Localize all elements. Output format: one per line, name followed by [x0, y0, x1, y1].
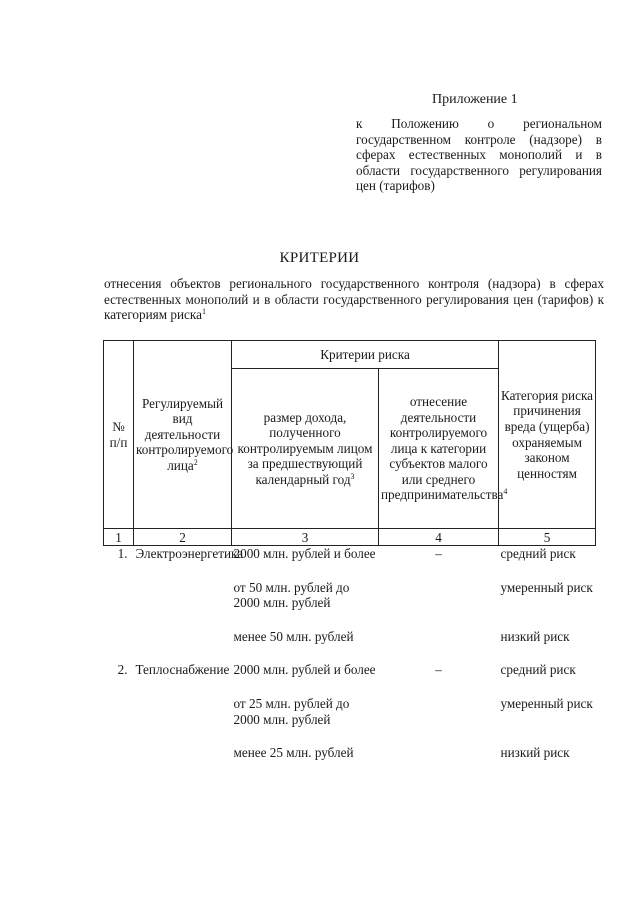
table-row [104, 546, 596, 562]
column-number: 4 [379, 529, 499, 546]
header-income-footnote: 3 [350, 471, 355, 481]
criteria-table [103, 340, 596, 761]
row-activity: Электроэнергетика [135, 546, 244, 561]
header-income [232, 369, 379, 529]
row-sme [379, 629, 499, 645]
appendix-title: Приложение 1 [432, 92, 518, 107]
document-subtitle [104, 276, 604, 323]
header-criteria-group: Критерии риска [232, 341, 499, 369]
row-activity: Теплоснабжение [135, 662, 230, 678]
column-number: 1 [104, 529, 134, 546]
table-row [104, 662, 596, 678]
row-income: менее 25 млн. рублей [233, 745, 354, 761]
row-income: 2000 млн. рублей и более [233, 662, 376, 678]
row-sme [379, 745, 499, 761]
document-heading: КРИТЕРИИ [279, 250, 360, 266]
row-risk: умеренный риск [500, 695, 593, 711]
row-activity [134, 696, 232, 727]
row-activity [134, 580, 232, 611]
header-income-text: размер дохода, полученного контролируемым лицом за предшествующий календарный год [237, 409, 373, 487]
footnote-mark: 1 [201, 307, 206, 317]
row-risk: низкий риск [500, 745, 570, 761]
row-risk: средний риск [500, 546, 576, 561]
row-number [104, 629, 134, 645]
row-sme: – [435, 662, 442, 678]
header-sme [379, 369, 508, 529]
table-row [104, 745, 596, 761]
row-number [104, 696, 134, 727]
row-risk: умеренный риск [500, 579, 593, 595]
row-risk: средний риск [500, 662, 576, 678]
row-income: от 50 млн. рублей до 2000 млн. рублей [233, 579, 350, 611]
header-category: Категория риска причинения вреда (ущерба) охраняемым законом ценностям [499, 341, 596, 529]
column-number: 5 [499, 529, 596, 546]
row-income: от 25 млн. рублей до 2000 млн. рублей [233, 695, 350, 727]
row-risk: низкий риск [500, 628, 570, 644]
row-number: 1. [117, 546, 128, 561]
row-number [104, 745, 134, 761]
table-row [104, 696, 596, 727]
column-number: 2 [134, 529, 232, 546]
table-row [104, 629, 596, 645]
row-income: менее 50 млн. рублей [233, 628, 354, 644]
header-activity [134, 341, 232, 529]
row-income: 2000 млн. рублей и более [233, 546, 376, 561]
row-sme [379, 580, 499, 611]
subtitle-text: отнесения объектов регионального государственного контроля (надзора) в сферах естественных монополий и в области государственного регулирования цен (тарифов) к категориям риска [104, 276, 604, 323]
appendix-note: к Положению о региональном государственном контроле (надзоре) в сферах естественных монополий и в области государственного регулирования цен (тарифов) [356, 116, 602, 194]
row-sme: – [435, 546, 442, 561]
header-activity-footnote: 2 [193, 457, 198, 467]
row-number: 2. [117, 662, 128, 678]
header-sme-footnote: 4 [503, 487, 508, 497]
row-number [104, 580, 134, 611]
table-row [104, 580, 596, 611]
row-activity [134, 629, 232, 645]
header-num: № п/п [104, 341, 134, 529]
row-activity [134, 745, 232, 761]
row-sme [379, 696, 499, 727]
header-activity-text: Регулируемый вид деятельности контролируемого лица [136, 395, 234, 473]
column-number: 3 [232, 529, 379, 546]
header-sme-text: отнесение деятельности контролируемого лица к категории субъектов малого или среднего предпринимательства [381, 393, 504, 503]
